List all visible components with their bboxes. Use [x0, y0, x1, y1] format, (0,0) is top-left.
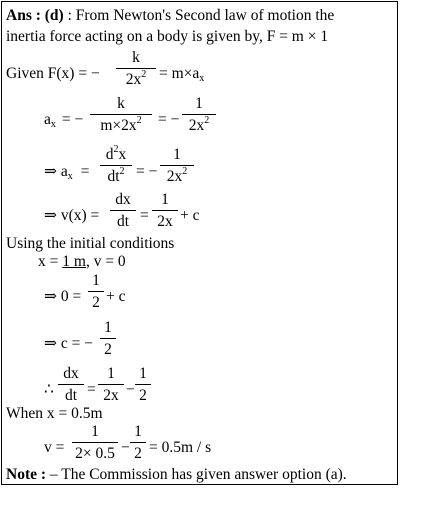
accel-fraction-1: $\frac{d^2x}{dt^2}$ [100, 147, 132, 184]
therefore-symbol: ∴ [44, 381, 54, 398]
accel-fraction-2: $\frac{1}{2x^2}$ [160, 147, 194, 184]
zero-fraction: $\frac{1}{2}$ [88, 273, 104, 310]
when-line: When x = 0.5m [6, 405, 103, 422]
zero-tail: + c [106, 288, 126, 305]
answer-label: Ans : (d) [6, 7, 64, 24]
therefore-minus: − [126, 381, 135, 398]
final-fraction-2: $\frac{1}{2}$ [130, 424, 146, 461]
ax-fraction-2: $\frac{1}{2x^2}$ [182, 96, 216, 133]
note-text: – The Commission has given answer option (a). [46, 466, 347, 483]
accel-mid: = − [136, 163, 158, 180]
final-minus: − [121, 439, 130, 456]
final-result: = 0.5m / s [149, 439, 212, 456]
therefore-fraction-1: $\frac{dx}{dt}$ [58, 366, 84, 403]
ax-lhs: $a_x$ = − [44, 111, 84, 130]
given-fraction [116, 50, 156, 87]
velocity-fraction-1: $\frac{dx}{dt}$ [110, 192, 136, 229]
velocity-tail: + c [180, 207, 200, 224]
zero-lhs: ⇒ 0 = [44, 288, 82, 305]
intro-line-2: inertia force acting on a body is given by, F = m × 1 [6, 28, 329, 45]
therefore-fraction-2: $\frac{1}{2x}$ [98, 366, 124, 403]
given-lhs: Given F(x) = − [6, 65, 100, 82]
final-fraction-1: $\frac{1}{2\times 0.5}$ [72, 424, 118, 461]
therefore-mid: = [87, 381, 96, 398]
initial-condition: x = 1 m, v = 0 [38, 253, 126, 270]
accel-lhs: ⇒ $a_x$ = [44, 163, 90, 182]
velocity-fraction-2: $\frac{1}{2x}$ [152, 192, 178, 229]
ax-fraction-1: $\frac{k}{m\times 2x^2}$ [90, 96, 152, 133]
initial-heading: Using the initial conditions [6, 235, 175, 252]
c-lhs: ⇒ c = − [44, 335, 93, 352]
velocity-lhs: ⇒ v(x) = [44, 207, 100, 224]
ax-mid: = − [158, 111, 180, 128]
therefore-fraction-3: $\frac{1}{2}$ [135, 366, 151, 403]
velocity-mid: = [140, 207, 149, 224]
given-rhs: = $m\times a_x$ [159, 65, 205, 84]
intro-text: : From Newton's Second law of motion the [63, 7, 335, 24]
given-frac-num: k [132, 49, 140, 66]
note-label: Note : [6, 466, 47, 483]
given-frac-den: $2x^2$ [116, 68, 156, 88]
note-line [6, 467, 347, 483]
answer-box [1, 1, 398, 485]
intro-line-1 [6, 8, 334, 24]
c-fraction: $\frac{1}{2}$ [100, 320, 116, 357]
final-lhs: v = [44, 439, 65, 456]
